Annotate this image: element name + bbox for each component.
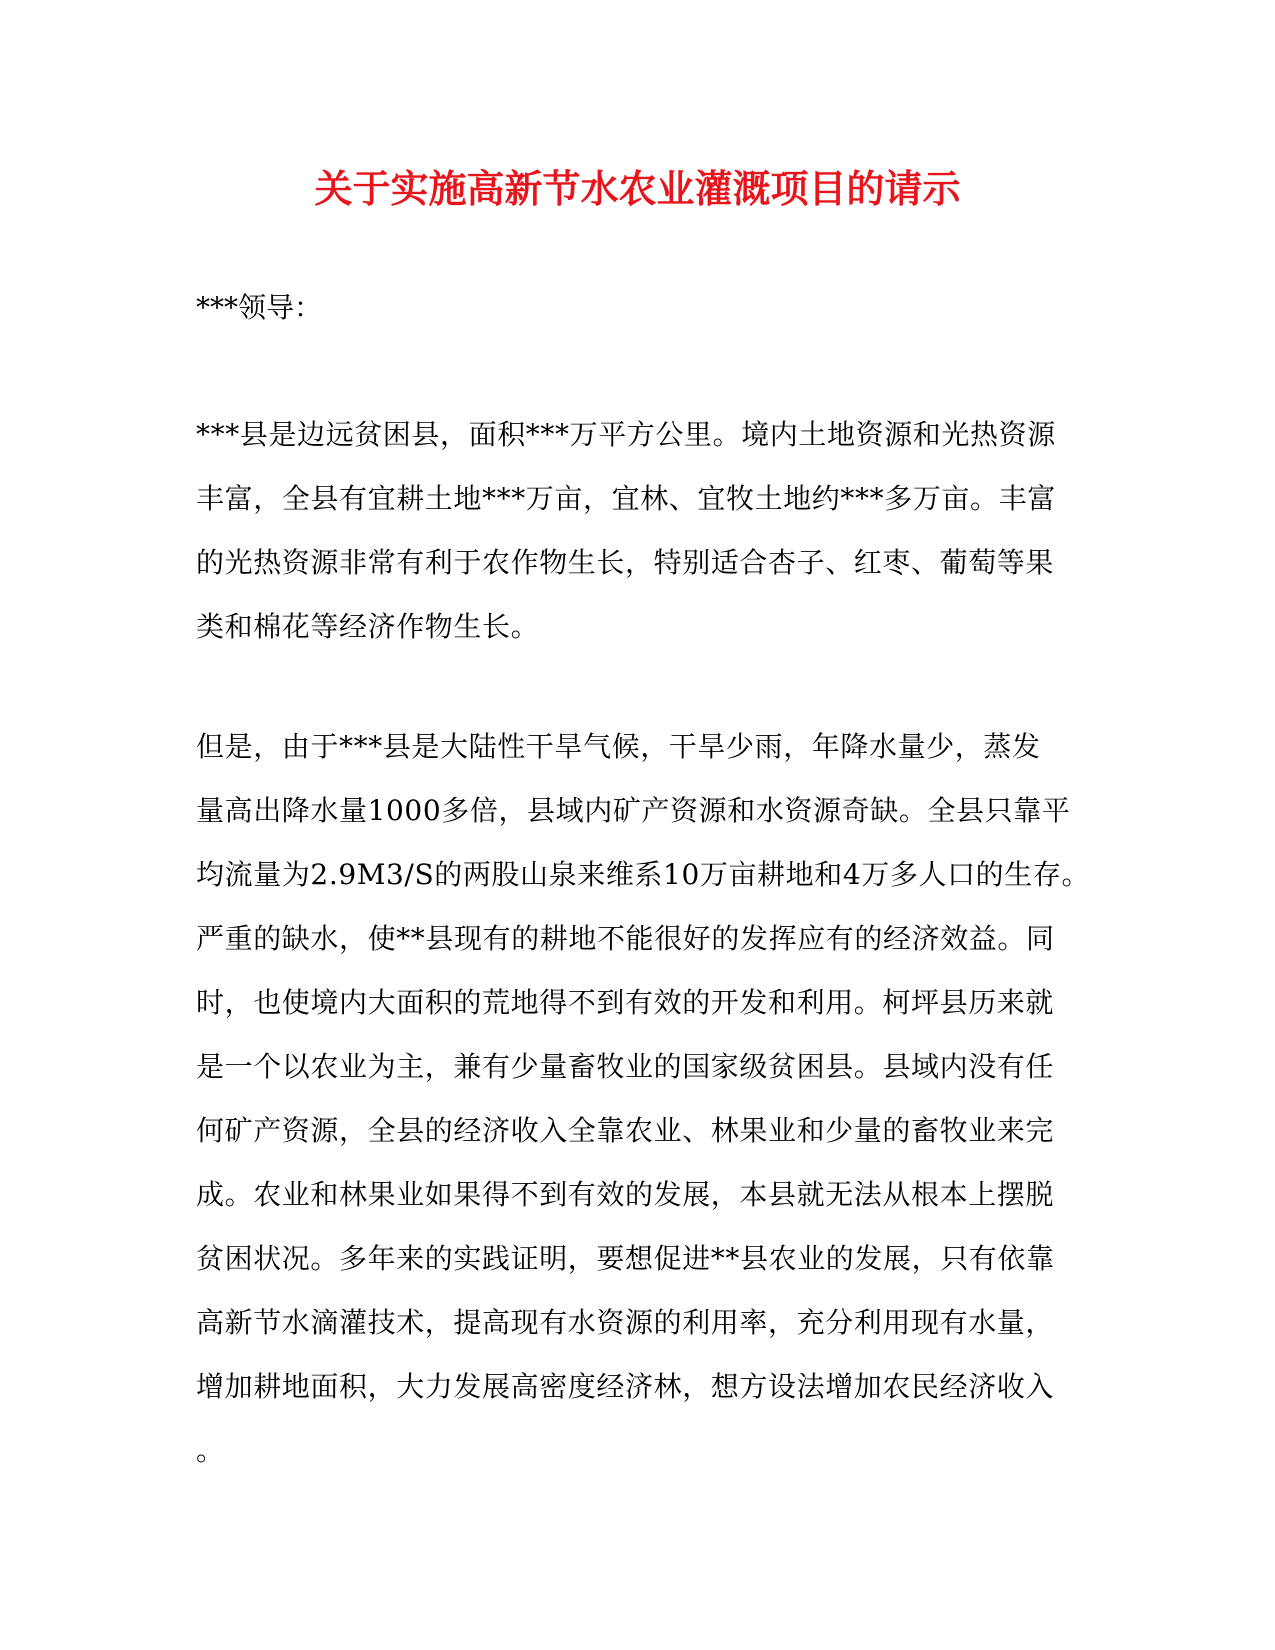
paragraph-line: 丰富，全县有宜耕土地***万亩，宜林、宜牧土地约***多万亩。丰富 bbox=[196, 482, 1056, 515]
paragraph-line: 高新节水滴灌技术，提高现有水资源的利用率，充分利用现有水量， bbox=[196, 1306, 1055, 1339]
document-title: 关于实施高新节水农业灌溉项目的请示 bbox=[314, 166, 961, 211]
paragraph-line: 成。农业和林果业如果得不到有效的发展，本县就无法从根本上摆脱 bbox=[196, 1178, 1055, 1211]
paragraph-line: 严重的缺水，使**县现有的耕地不能很好的发挥应有的经济效益。同 bbox=[196, 922, 1055, 955]
paragraph-line: 贫困状况。多年来的实践证明，要想促进**县农业的发展，只有依靠 bbox=[196, 1242, 1055, 1275]
paragraph-line: 增加耕地面积，大力发展高密度经济林，想方设法增加农民经济收入 bbox=[196, 1370, 1055, 1403]
paragraph-1 bbox=[196, 403, 1076, 659]
paragraph-line: 时，也使境内大面积的荒地得不到有效的开发和利用。柯坪县历来就 bbox=[196, 986, 1055, 1019]
paragraph-2 bbox=[196, 715, 1091, 1483]
paragraph-line: ***县是边远贫困县，面积***万平方公里。境内土地资源和光热资源 bbox=[196, 418, 1056, 451]
paragraph-line: 的光热资源非常有利于农作物生长，特别适合杏子、红枣、葡萄等果 bbox=[196, 546, 1055, 579]
paragraph-line: 何矿产资源，全县的经济收入全靠农业、林果业和少量的畜牧业来完 bbox=[196, 1114, 1055, 1147]
paragraph-line: 均流量为2.9M3/S的两股山泉来维系10万亩耕地和4万多人口的生存。 bbox=[196, 858, 1091, 891]
paragraph-line: 但是，由于***县是大陆性干旱气候，干旱少雨，年降水量少，蒸发 bbox=[196, 730, 1041, 763]
paragraph-line: 是一个以农业为主，兼有少量畜牧业的国家级贫困县。县域内没有任 bbox=[196, 1050, 1055, 1083]
paragraph-line: 。 bbox=[196, 1434, 225, 1467]
paragraph-line: 类和棉花等经济作物生长。 bbox=[196, 610, 540, 643]
salutation: ***领导： bbox=[196, 291, 323, 324]
paragraph-line: 量高出降水量1000多倍，县域内矿产资源和水资源奇缺。全县只靠平 bbox=[196, 794, 1071, 827]
